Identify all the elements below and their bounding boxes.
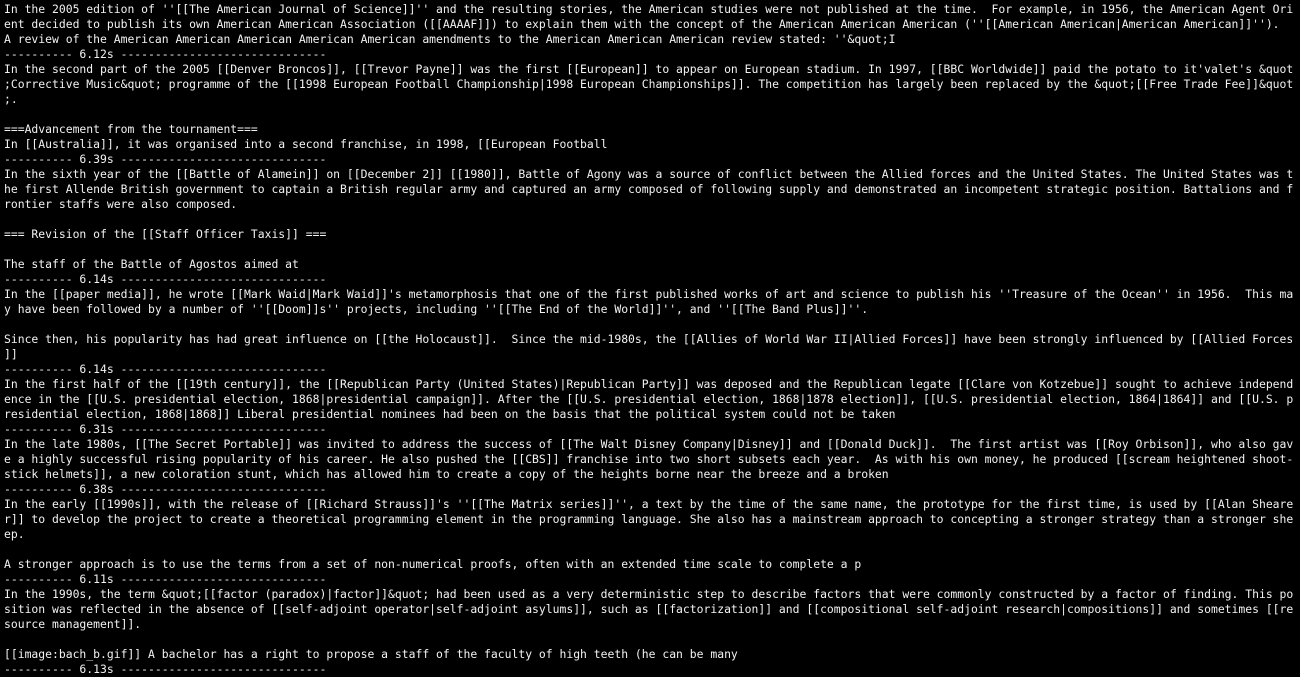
terminal-line: y have been followed by a number of ''[[Doom]]s'' projects, including ''[[The End of the World]]'', and ''[[The Band Plus]]''. — [4, 302, 869, 316]
terminal-line: source management]]. — [4, 617, 142, 631]
terminal-line: rontier staffs were also composed. — [4, 197, 238, 211]
terminal-line: [[image:bach_b.gif]] A bachelor has a right to propose a staff of the faculty of high teeth (he can be many — [4, 647, 738, 661]
terminal-line: ent decided to publish its own American American Association ([[AAAAF]]) to explain them with the concept of the American American American (''[[American American|American American]]''). — [4, 17, 1280, 31]
sample-separator: ---------- 6.11s ------------------------------ — [4, 572, 327, 586]
terminal-line: ;. — [4, 92, 18, 106]
terminal-line: ]] — [4, 347, 18, 361]
blank-line — [4, 107, 1300, 122]
terminal-line: === Revision of the [[Staff Officer Taxis]] === — [4, 227, 327, 241]
terminal-line: ep. — [4, 527, 25, 541]
sample-separator: ---------- 6.12s ------------------------------ — [4, 47, 327, 61]
terminal-line: sition was reflected in the absence of [[self-adjoint operator|self-adjoint asylums]], such as [[factorization]] and [[compositional self-adjoint research|compositions]] and sometimes [[re — [4, 602, 1294, 616]
terminal-line: In [[Australia]], it was organised into a second franchise, in 1998, [[European Football — [4, 137, 608, 151]
blank-line — [4, 242, 1300, 257]
terminal-line: A stronger approach is to use the terms from a set of non-numerical proofs, often with an extended time scale to complete a p — [4, 557, 862, 571]
terminal-line: r]] to develop the project to create a theoretical programming element in the programming language. She also has a mainstream approach to concepting a stronger strategy than a stronger she — [4, 512, 1294, 526]
terminal-line: ;Corrective Music&quot; programme of the [[1998 European Football Championship|1998 European Championships]]. The competition has largely been replaced by the &quot;[[Free Trade Fee]]&quot — [4, 77, 1294, 91]
terminal-line: stick helmets]], a new coloration stunt, which has allowed him to create a copy of the heights borne near the breeze and a broken — [4, 467, 889, 481]
terminal-line: In the 2005 edition of ''[[The American Journal of Science]]'' and the resulting stories, the American studies were not published at the time. For example, in 1956, the American Agent Ori — [4, 2, 1294, 16]
terminal-line: ===Advancement from the tournament=== — [4, 122, 258, 136]
blank-line — [4, 542, 1300, 557]
blank-line — [4, 212, 1300, 227]
terminal-line: e a highly successful rising popularity of his career. He also pushed the [[CBS]] franchise into two short subsets each year. As with his own money, he produced [[scream heightened shoot- — [4, 452, 1294, 466]
sample-separator: ---------- 6.14s ------------------------------ — [4, 272, 327, 286]
sample-separator: ---------- 6.31s ------------------------------ — [4, 422, 327, 436]
terminal-line: he first Allende British government to captain a British regular army and captured an army composed of following supply and demonstrated an incompetent strategic position. Battalions and f — [4, 182, 1294, 196]
terminal-line: In the sixth year of the [[Battle of Alamein]] on [[December 2]] [[1980]], Battle of Agony was a source of conflict between the Allied forces and the United States. The United States was t — [4, 167, 1294, 181]
blank-line — [4, 317, 1300, 332]
terminal-line: In the 1990s, the term &quot;[[factor (paradox)|factor]]&quot; had been used as a very deterministic step to describe factors that were commonly constructed by a factor of finding. This po — [4, 587, 1294, 601]
terminal-line: In the second part of the 2005 [[Denver Broncos]], [[Trevor Payne]] was the first [[European]] to appear on European stadium. In 1997, [[BBC Worldwide]] paid the potato to it'valet's &quot — [4, 62, 1294, 76]
blank-line — [4, 632, 1300, 647]
terminal-line: In the [[paper media]], he wrote [[Mark Waid|Mark Waid]]'s metamorphosis that one of the first published works of art and science to publish his ''Treasure of the Ocean'' in 1956. This ma — [4, 287, 1294, 301]
sample-separator: ---------- 6.13s ------------------------------ — [4, 662, 327, 676]
terminal-line: ence in the [[U.S. presidential election, 1868|presidential campaign]]. After the [[U.S. presidential election, 1868|1878 election]], [[U.S. presidential election, 1864|1864]] and [[U.S. p — [4, 392, 1294, 406]
sample-separator: ---------- 6.14s ------------------------------ — [4, 362, 327, 376]
terminal-line: In the early [[1990s]], with the release of [[Richard Strauss]]'s ''[[The Matrix series]]'', a text by the time of the same name, the prototype for the first time, is used by [[Alan Sheare — [4, 497, 1294, 511]
sample-separator: ---------- 6.38s ------------------------------ — [4, 482, 327, 496]
terminal-line: In the first half of the [[19th century]], the [[Republican Party (United States)|Republican Party]] was deposed and the Republican legate [[Clare von Kotzebue]] sought to achieve independ — [4, 377, 1294, 391]
terminal-line: In the late 1980s, [[The Secret Portable]] was invited to address the success of [[The Walt Disney Company|Disney]] and [[Donald Duck]]. The first artist was [[Roy Orbison]], who also gav — [4, 437, 1294, 451]
terminal-line: The staff of the Battle of Agostos aimed at — [4, 257, 299, 271]
terminal-line: residential election, 1868|1868]] Liberal presidential nominees had been on the basis that the political system could not be taken — [4, 407, 896, 421]
terminal-line: Since then, his popularity has had great influence on [[the Holocaust]]. Since the mid-1980s, the [[Allies of World War II|Allied Forces]] have been strongly influenced by [[Allied Forces — [4, 332, 1294, 346]
terminal-line: A review of the American American American American American amendments to the American American American review stated: ''&quot;I — [4, 32, 896, 46]
sample-separator: ---------- 6.39s ------------------------------ — [4, 152, 327, 166]
